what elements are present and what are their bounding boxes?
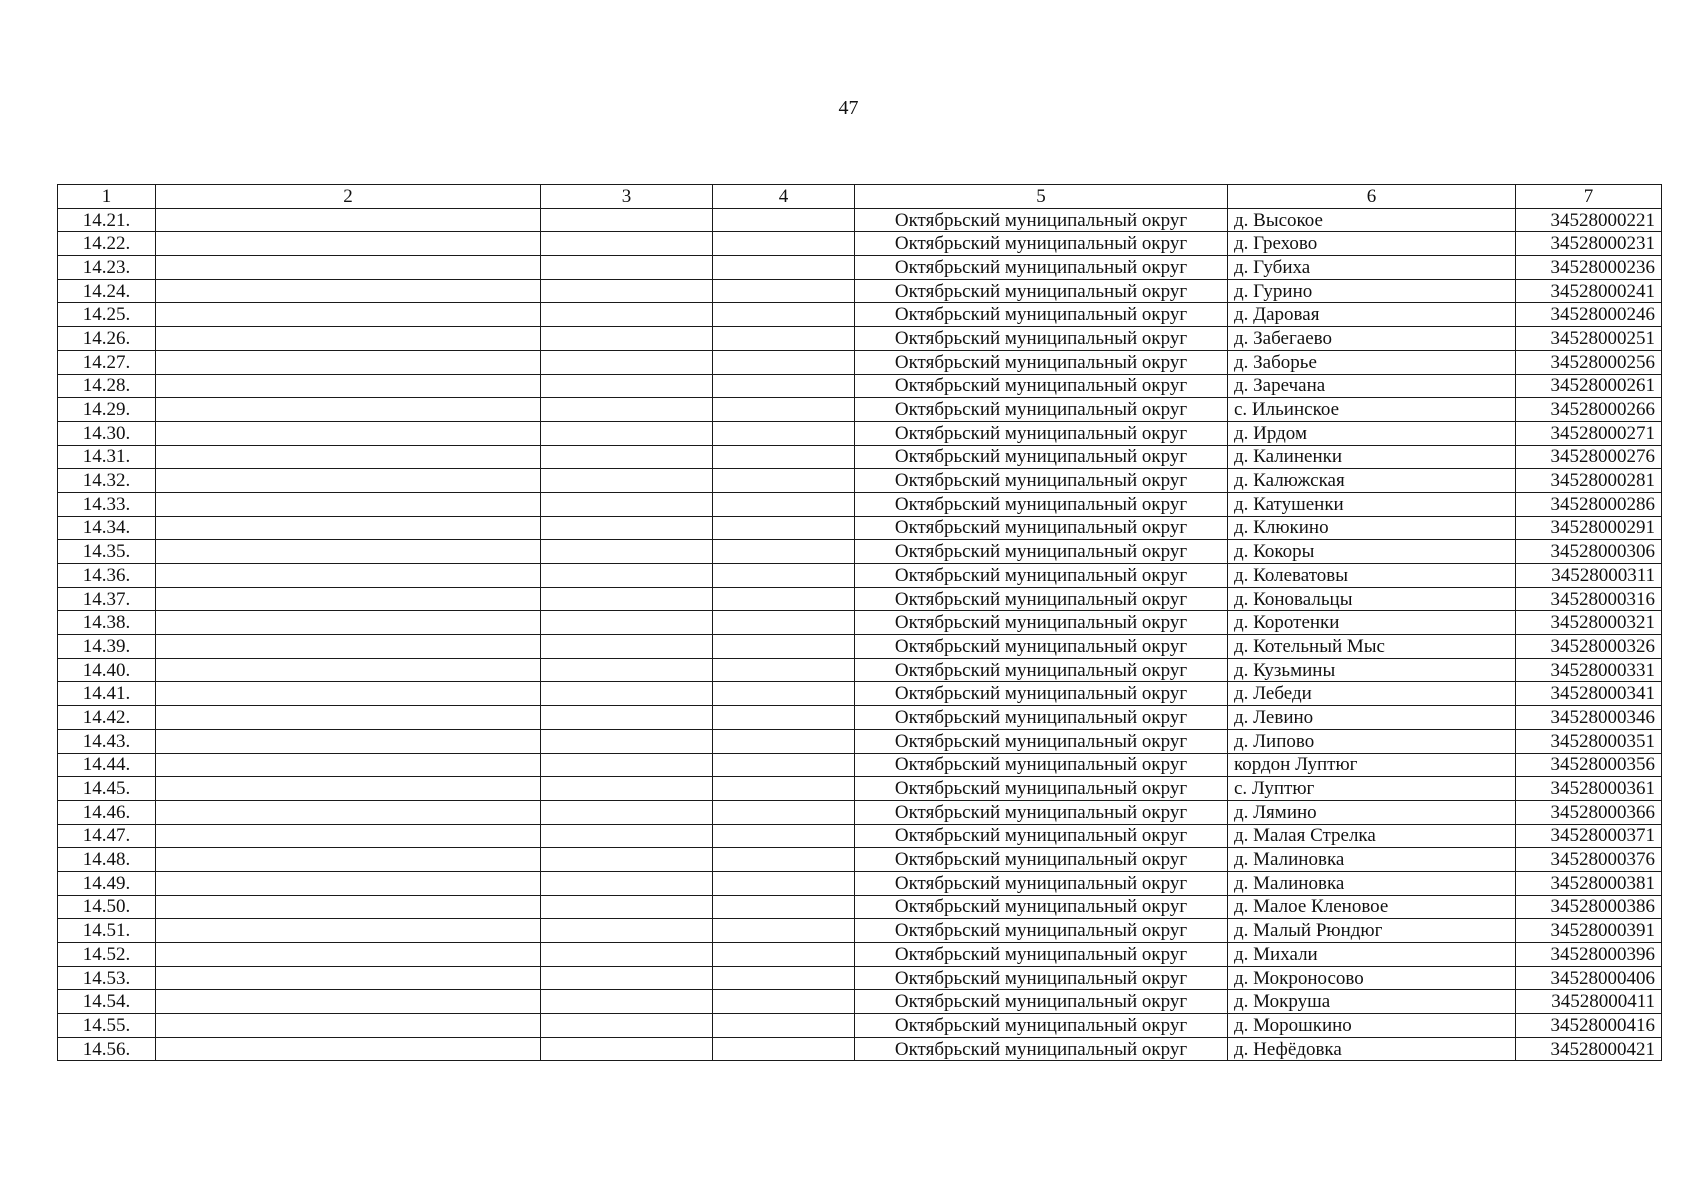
locality-cell: д. Колеватовы bbox=[1228, 564, 1516, 588]
empty-cell bbox=[713, 658, 855, 682]
empty-cell bbox=[156, 516, 541, 540]
district-cell: Октябрьский муниципальный округ bbox=[855, 208, 1228, 232]
table-row bbox=[58, 350, 1662, 374]
locality-cell: кордон Луптюг bbox=[1228, 753, 1516, 777]
table-row bbox=[58, 990, 1662, 1014]
empty-cell bbox=[156, 706, 541, 730]
row-number-cell: 14.41. bbox=[58, 682, 156, 706]
locality-cell: д. Катушенки bbox=[1228, 492, 1516, 516]
empty-cell bbox=[541, 469, 713, 493]
empty-cell bbox=[156, 327, 541, 351]
empty-cell bbox=[713, 564, 855, 588]
empty-cell bbox=[713, 421, 855, 445]
empty-cell bbox=[713, 492, 855, 516]
district-cell: Октябрьский муниципальный округ bbox=[855, 350, 1228, 374]
empty-cell bbox=[713, 469, 855, 493]
row-number-cell: 14.43. bbox=[58, 729, 156, 753]
locality-cell: д. Кокоры bbox=[1228, 540, 1516, 564]
district-cell: Октябрьский муниципальный округ bbox=[855, 800, 1228, 824]
locality-cell: д. Коротенки bbox=[1228, 611, 1516, 635]
oktmo-code-cell: 34528000376 bbox=[1516, 848, 1662, 872]
row-number-cell: 14.24. bbox=[58, 279, 156, 303]
empty-cell bbox=[156, 374, 541, 398]
empty-cell bbox=[156, 824, 541, 848]
locality-cell: д. Забегаево bbox=[1228, 327, 1516, 351]
empty-cell bbox=[156, 990, 541, 1014]
empty-cell bbox=[541, 658, 713, 682]
oktmo-code-cell: 34528000291 bbox=[1516, 516, 1662, 540]
empty-cell bbox=[541, 1037, 713, 1061]
row-number-cell: 14.30. bbox=[58, 421, 156, 445]
locality-cell: д. Грехово bbox=[1228, 232, 1516, 256]
empty-cell bbox=[541, 303, 713, 327]
oktmo-code-cell: 34528000361 bbox=[1516, 777, 1662, 801]
district-cell: Октябрьский муниципальный округ bbox=[855, 587, 1228, 611]
locality-cell: д. Высокое bbox=[1228, 208, 1516, 232]
locality-cell: д. Заречана bbox=[1228, 374, 1516, 398]
locality-cell: д. Малый Рюндюг bbox=[1228, 919, 1516, 943]
district-cell: Октябрьский муниципальный округ bbox=[855, 492, 1228, 516]
oktmo-code-cell: 34528000266 bbox=[1516, 398, 1662, 422]
table-row bbox=[58, 1014, 1662, 1038]
empty-cell bbox=[541, 990, 713, 1014]
table-row bbox=[58, 1037, 1662, 1061]
table-row bbox=[58, 753, 1662, 777]
empty-cell bbox=[156, 303, 541, 327]
row-number-cell: 14.21. bbox=[58, 208, 156, 232]
district-cell: Октябрьский муниципальный округ bbox=[855, 256, 1228, 280]
locality-cell: д. Малое Кленовое bbox=[1228, 895, 1516, 919]
column-header: 5 bbox=[855, 185, 1228, 209]
district-cell: Октябрьский муниципальный округ bbox=[855, 374, 1228, 398]
oktmo-code-cell: 34528000346 bbox=[1516, 706, 1662, 730]
empty-cell bbox=[156, 611, 541, 635]
empty-cell bbox=[156, 682, 541, 706]
district-cell: Октябрьский муниципальный округ bbox=[855, 398, 1228, 422]
empty-cell bbox=[541, 871, 713, 895]
empty-cell bbox=[713, 824, 855, 848]
empty-cell bbox=[156, 256, 541, 280]
empty-cell bbox=[541, 421, 713, 445]
district-cell: Октябрьский муниципальный округ bbox=[855, 824, 1228, 848]
district-cell: Октябрьский муниципальный округ bbox=[855, 871, 1228, 895]
empty-cell bbox=[713, 256, 855, 280]
oktmo-code-cell: 34528000306 bbox=[1516, 540, 1662, 564]
empty-cell bbox=[156, 658, 541, 682]
column-header: 4 bbox=[713, 185, 855, 209]
table-row bbox=[58, 445, 1662, 469]
table-row bbox=[58, 966, 1662, 990]
empty-cell bbox=[541, 943, 713, 967]
row-number-cell: 14.54. bbox=[58, 990, 156, 1014]
empty-cell bbox=[156, 398, 541, 422]
district-cell: Октябрьский муниципальный округ bbox=[855, 777, 1228, 801]
table-row bbox=[58, 611, 1662, 635]
row-number-cell: 14.28. bbox=[58, 374, 156, 398]
table-row bbox=[58, 421, 1662, 445]
oktmo-code-cell: 34528000331 bbox=[1516, 658, 1662, 682]
locality-cell: д. Липово bbox=[1228, 729, 1516, 753]
registry-table bbox=[57, 184, 1662, 1061]
district-cell: Октябрьский муниципальный округ bbox=[855, 232, 1228, 256]
locality-cell: с. Луптюг bbox=[1228, 777, 1516, 801]
header-row bbox=[58, 185, 1662, 209]
table-row bbox=[58, 279, 1662, 303]
oktmo-code-cell: 34528000356 bbox=[1516, 753, 1662, 777]
table-row bbox=[58, 327, 1662, 351]
oktmo-code-cell: 34528000256 bbox=[1516, 350, 1662, 374]
district-cell: Октябрьский муниципальный округ bbox=[855, 564, 1228, 588]
district-cell: Октябрьский муниципальный округ bbox=[855, 753, 1228, 777]
district-cell: Октябрьский муниципальный округ bbox=[855, 635, 1228, 659]
table-row bbox=[58, 871, 1662, 895]
empty-cell bbox=[541, 564, 713, 588]
table-row bbox=[58, 374, 1662, 398]
empty-cell bbox=[156, 943, 541, 967]
empty-cell bbox=[541, 540, 713, 564]
page-number: 47 bbox=[838, 97, 859, 119]
oktmo-code-cell: 34528000421 bbox=[1516, 1037, 1662, 1061]
empty-cell bbox=[713, 445, 855, 469]
empty-cell bbox=[156, 540, 541, 564]
table-row bbox=[58, 232, 1662, 256]
empty-cell bbox=[713, 303, 855, 327]
district-cell: Октябрьский муниципальный округ bbox=[855, 729, 1228, 753]
row-number-cell: 14.45. bbox=[58, 777, 156, 801]
table-row bbox=[58, 800, 1662, 824]
empty-cell bbox=[156, 871, 541, 895]
oktmo-code-cell: 34528000271 bbox=[1516, 421, 1662, 445]
table-row bbox=[58, 469, 1662, 493]
row-number-cell: 14.40. bbox=[58, 658, 156, 682]
table-row bbox=[58, 919, 1662, 943]
table-row bbox=[58, 895, 1662, 919]
district-cell: Октябрьский муниципальный округ bbox=[855, 540, 1228, 564]
locality-cell: д. Лебеди bbox=[1228, 682, 1516, 706]
district-cell: Октябрьский муниципальный округ bbox=[855, 303, 1228, 327]
oktmo-code-cell: 34528000316 bbox=[1516, 587, 1662, 611]
table-row bbox=[58, 208, 1662, 232]
empty-cell bbox=[713, 800, 855, 824]
empty-cell bbox=[541, 374, 713, 398]
locality-cell: д. Губиха bbox=[1228, 256, 1516, 280]
column-header: 2 bbox=[156, 185, 541, 209]
empty-cell bbox=[156, 753, 541, 777]
locality-cell: д. Нефёдовка bbox=[1228, 1037, 1516, 1061]
empty-cell bbox=[156, 421, 541, 445]
empty-cell bbox=[156, 777, 541, 801]
empty-cell bbox=[156, 848, 541, 872]
empty-cell bbox=[541, 516, 713, 540]
empty-cell bbox=[156, 469, 541, 493]
empty-cell bbox=[541, 587, 713, 611]
locality-cell: д. Михали bbox=[1228, 943, 1516, 967]
empty-cell bbox=[541, 800, 713, 824]
column-header: 1 bbox=[58, 185, 156, 209]
table-row bbox=[58, 658, 1662, 682]
empty-cell bbox=[713, 611, 855, 635]
locality-cell: д. Кузьмины bbox=[1228, 658, 1516, 682]
row-number-cell: 14.39. bbox=[58, 635, 156, 659]
district-cell: Октябрьский муниципальный округ bbox=[855, 706, 1228, 730]
empty-cell bbox=[541, 492, 713, 516]
row-number-cell: 14.49. bbox=[58, 871, 156, 895]
column-header: 6 bbox=[1228, 185, 1516, 209]
row-number-cell: 14.34. bbox=[58, 516, 156, 540]
district-cell: Октябрьский муниципальный округ bbox=[855, 966, 1228, 990]
locality-cell: д. Малая Стрелка bbox=[1228, 824, 1516, 848]
row-number-cell: 14.29. bbox=[58, 398, 156, 422]
empty-cell bbox=[156, 895, 541, 919]
empty-cell bbox=[541, 350, 713, 374]
empty-cell bbox=[713, 374, 855, 398]
oktmo-code-cell: 34528000326 bbox=[1516, 635, 1662, 659]
locality-cell: с. Ильинское bbox=[1228, 398, 1516, 422]
district-cell: Октябрьский муниципальный округ bbox=[855, 682, 1228, 706]
empty-cell bbox=[713, 895, 855, 919]
table-body bbox=[58, 208, 1662, 1061]
oktmo-code-cell: 34528000231 bbox=[1516, 232, 1662, 256]
row-number-cell: 14.42. bbox=[58, 706, 156, 730]
empty-cell bbox=[156, 350, 541, 374]
table-row bbox=[58, 682, 1662, 706]
table-row bbox=[58, 303, 1662, 327]
row-number-cell: 14.31. bbox=[58, 445, 156, 469]
empty-cell bbox=[713, 753, 855, 777]
empty-cell bbox=[156, 1014, 541, 1038]
district-cell: Октябрьский муниципальный округ bbox=[855, 279, 1228, 303]
empty-cell bbox=[156, 800, 541, 824]
oktmo-code-cell: 34528000396 bbox=[1516, 943, 1662, 967]
row-number-cell: 14.46. bbox=[58, 800, 156, 824]
locality-cell: д. Мокруша bbox=[1228, 990, 1516, 1014]
oktmo-code-cell: 34528000411 bbox=[1516, 990, 1662, 1014]
oktmo-code-cell: 34528000286 bbox=[1516, 492, 1662, 516]
empty-cell bbox=[541, 682, 713, 706]
empty-cell bbox=[541, 635, 713, 659]
empty-cell bbox=[156, 729, 541, 753]
column-header: 3 bbox=[541, 185, 713, 209]
locality-cell: д. Гурино bbox=[1228, 279, 1516, 303]
empty-cell bbox=[713, 729, 855, 753]
oktmo-code-cell: 34528000406 bbox=[1516, 966, 1662, 990]
oktmo-code-cell: 34528000236 bbox=[1516, 256, 1662, 280]
district-cell: Октябрьский муниципальный округ bbox=[855, 990, 1228, 1014]
empty-cell bbox=[713, 777, 855, 801]
empty-cell bbox=[713, 1037, 855, 1061]
column-header: 7 bbox=[1516, 185, 1662, 209]
row-number-cell: 14.44. bbox=[58, 753, 156, 777]
district-cell: Октябрьский муниципальный округ bbox=[855, 469, 1228, 493]
empty-cell bbox=[541, 777, 713, 801]
table-row bbox=[58, 706, 1662, 730]
district-cell: Октябрьский муниципальный округ bbox=[855, 445, 1228, 469]
empty-cell bbox=[541, 706, 713, 730]
oktmo-code-cell: 34528000371 bbox=[1516, 824, 1662, 848]
locality-cell: д. Морошкино bbox=[1228, 1014, 1516, 1038]
oktmo-code-cell: 34528000416 bbox=[1516, 1014, 1662, 1038]
oktmo-code-cell: 34528000381 bbox=[1516, 871, 1662, 895]
locality-cell: д. Калюжская bbox=[1228, 469, 1516, 493]
oktmo-code-cell: 34528000276 bbox=[1516, 445, 1662, 469]
table-row bbox=[58, 256, 1662, 280]
row-number-cell: 14.25. bbox=[58, 303, 156, 327]
empty-cell bbox=[541, 895, 713, 919]
table-row bbox=[58, 516, 1662, 540]
row-number-cell: 14.47. bbox=[58, 824, 156, 848]
district-cell: Октябрьский муниципальный округ bbox=[855, 895, 1228, 919]
empty-cell bbox=[541, 919, 713, 943]
locality-cell: д. Малиновка bbox=[1228, 871, 1516, 895]
locality-cell: д. Котельный Мыс bbox=[1228, 635, 1516, 659]
row-number-cell: 14.48. bbox=[58, 848, 156, 872]
row-number-cell: 14.37. bbox=[58, 587, 156, 611]
empty-cell bbox=[541, 966, 713, 990]
oktmo-code-cell: 34528000321 bbox=[1516, 611, 1662, 635]
empty-cell bbox=[541, 398, 713, 422]
empty-cell bbox=[541, 279, 713, 303]
empty-cell bbox=[541, 232, 713, 256]
empty-cell bbox=[713, 966, 855, 990]
row-number-cell: 14.33. bbox=[58, 492, 156, 516]
empty-cell bbox=[156, 232, 541, 256]
empty-cell bbox=[713, 208, 855, 232]
locality-cell: д. Левино bbox=[1228, 706, 1516, 730]
row-number-cell: 14.51. bbox=[58, 919, 156, 943]
row-number-cell: 14.23. bbox=[58, 256, 156, 280]
district-cell: Октябрьский муниципальный округ bbox=[855, 1014, 1228, 1038]
empty-cell bbox=[541, 327, 713, 351]
empty-cell bbox=[713, 871, 855, 895]
empty-cell bbox=[713, 232, 855, 256]
empty-cell bbox=[713, 682, 855, 706]
oktmo-code-cell: 34528000311 bbox=[1516, 564, 1662, 588]
empty-cell bbox=[541, 848, 713, 872]
empty-cell bbox=[541, 256, 713, 280]
oktmo-code-cell: 34528000221 bbox=[1516, 208, 1662, 232]
row-number-cell: 14.55. bbox=[58, 1014, 156, 1038]
district-cell: Октябрьский муниципальный округ bbox=[855, 611, 1228, 635]
oktmo-code-cell: 34528000386 bbox=[1516, 895, 1662, 919]
district-cell: Октябрьский муниципальный округ bbox=[855, 421, 1228, 445]
table-row bbox=[58, 943, 1662, 967]
empty-cell bbox=[713, 279, 855, 303]
locality-cell: д. Ирдом bbox=[1228, 421, 1516, 445]
oktmo-code-cell: 34528000341 bbox=[1516, 682, 1662, 706]
district-cell: Октябрьский муниципальный округ bbox=[855, 516, 1228, 540]
oktmo-code-cell: 34528000261 bbox=[1516, 374, 1662, 398]
row-number-cell: 14.27. bbox=[58, 350, 156, 374]
oktmo-code-cell: 34528000391 bbox=[1516, 919, 1662, 943]
district-cell: Октябрьский муниципальный округ bbox=[855, 943, 1228, 967]
oktmo-code-cell: 34528000366 bbox=[1516, 800, 1662, 824]
row-number-cell: 14.38. bbox=[58, 611, 156, 635]
district-cell: Октябрьский муниципальный округ bbox=[855, 327, 1228, 351]
empty-cell bbox=[156, 919, 541, 943]
empty-cell bbox=[156, 587, 541, 611]
empty-cell bbox=[156, 208, 541, 232]
empty-cell bbox=[713, 587, 855, 611]
oktmo-code-cell: 34528000251 bbox=[1516, 327, 1662, 351]
row-number-cell: 14.22. bbox=[58, 232, 156, 256]
oktmo-code-cell: 34528000351 bbox=[1516, 729, 1662, 753]
table-row bbox=[58, 564, 1662, 588]
row-number-cell: 14.36. bbox=[58, 564, 156, 588]
oktmo-code-cell: 34528000281 bbox=[1516, 469, 1662, 493]
empty-cell bbox=[156, 1037, 541, 1061]
locality-cell: д. Калиненки bbox=[1228, 445, 1516, 469]
table-row bbox=[58, 729, 1662, 753]
empty-cell bbox=[156, 492, 541, 516]
locality-cell: д. Клюкино bbox=[1228, 516, 1516, 540]
locality-cell: д. Мокроносово bbox=[1228, 966, 1516, 990]
empty-cell bbox=[541, 729, 713, 753]
empty-cell bbox=[713, 635, 855, 659]
locality-cell: д. Малиновка bbox=[1228, 848, 1516, 872]
table-row bbox=[58, 824, 1662, 848]
oktmo-code-cell: 34528000241 bbox=[1516, 279, 1662, 303]
empty-cell bbox=[541, 1014, 713, 1038]
empty-cell bbox=[713, 848, 855, 872]
empty-cell bbox=[541, 445, 713, 469]
empty-cell bbox=[713, 919, 855, 943]
row-number-cell: 14.53. bbox=[58, 966, 156, 990]
oktmo-code-cell: 34528000246 bbox=[1516, 303, 1662, 327]
table-row bbox=[58, 398, 1662, 422]
empty-cell bbox=[713, 350, 855, 374]
row-number-cell: 14.26. bbox=[58, 327, 156, 351]
row-number-cell: 14.35. bbox=[58, 540, 156, 564]
empty-cell bbox=[541, 208, 713, 232]
row-number-cell: 14.50. bbox=[58, 895, 156, 919]
empty-cell bbox=[713, 327, 855, 351]
empty-cell bbox=[156, 635, 541, 659]
empty-cell bbox=[713, 398, 855, 422]
table-row bbox=[58, 777, 1662, 801]
table-row bbox=[58, 540, 1662, 564]
table-row bbox=[58, 848, 1662, 872]
row-number-cell: 14.52. bbox=[58, 943, 156, 967]
locality-cell: д. Заборье bbox=[1228, 350, 1516, 374]
empty-cell bbox=[156, 966, 541, 990]
empty-cell bbox=[713, 943, 855, 967]
empty-cell bbox=[541, 824, 713, 848]
row-number-cell: 14.56. bbox=[58, 1037, 156, 1061]
locality-cell: д. Даровая bbox=[1228, 303, 1516, 327]
empty-cell bbox=[713, 540, 855, 564]
locality-cell: д. Коновальцы bbox=[1228, 587, 1516, 611]
empty-cell bbox=[713, 516, 855, 540]
table-row bbox=[58, 635, 1662, 659]
empty-cell bbox=[541, 611, 713, 635]
table-row bbox=[58, 492, 1662, 516]
empty-cell bbox=[156, 279, 541, 303]
empty-cell bbox=[713, 706, 855, 730]
locality-cell: д. Лямино bbox=[1228, 800, 1516, 824]
empty-cell bbox=[156, 564, 541, 588]
empty-cell bbox=[713, 1014, 855, 1038]
district-cell: Октябрьский муниципальный округ bbox=[855, 658, 1228, 682]
empty-cell bbox=[713, 990, 855, 1014]
empty-cell bbox=[541, 753, 713, 777]
district-cell: Октябрьский муниципальный округ bbox=[855, 848, 1228, 872]
row-number-cell: 14.32. bbox=[58, 469, 156, 493]
district-cell: Октябрьский муниципальный округ bbox=[855, 1037, 1228, 1061]
district-cell: Октябрьский муниципальный округ bbox=[855, 919, 1228, 943]
empty-cell bbox=[156, 445, 541, 469]
table-row bbox=[58, 587, 1662, 611]
